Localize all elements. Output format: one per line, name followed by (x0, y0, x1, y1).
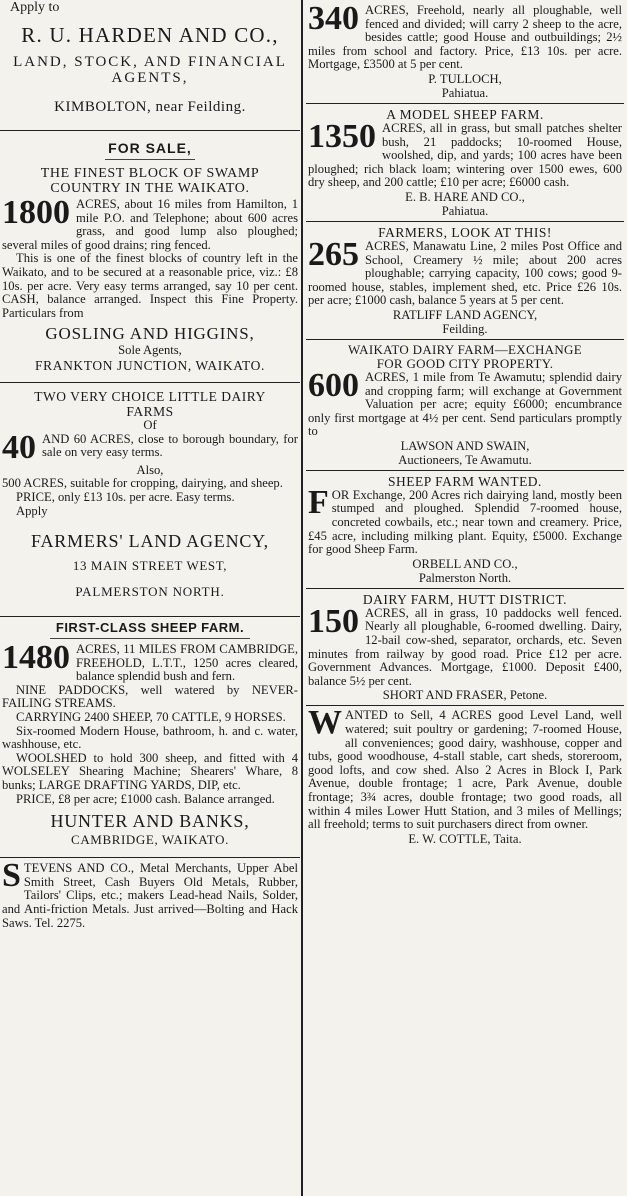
hunter-acreage: 1480 (2, 639, 70, 677)
ratliff-place: Feilding. (442, 321, 488, 336)
divider (0, 857, 300, 858)
stevens-drop-cap: S (2, 857, 21, 895)
lawson-body (308, 366, 622, 439)
short-ad (306, 592, 624, 703)
gosling-ad (0, 139, 300, 374)
heading-underline (105, 159, 195, 160)
harden-ad (0, 0, 300, 116)
farmers-also: Also, (136, 462, 164, 477)
cottle-ad (306, 704, 624, 846)
hare-place: Pahiatua. (441, 203, 489, 218)
gosling-text2: This is one of the finest blocks of country left in the Waikato, and to be secured at a reasonable price, viz.: £8 10s. per acre. Very easy terms arranged, say 10 per cent. CASH, balance arranged. Inspect this Fine Property. Particulars from (2, 251, 298, 320)
hare-ad (306, 107, 624, 218)
hunter-l5: PRICE, £8 per acre; £1000 cash. Balance arranged. (16, 791, 275, 806)
farmers-body (2, 428, 298, 466)
stevens-body (2, 857, 298, 930)
short-body (308, 602, 622, 689)
divider (306, 588, 624, 589)
gosling-heading: FOR SALE, (108, 140, 192, 156)
short-text: ACRES, all in grass, 10 paddocks well fenced. Nearly all ploughable, 6-roomed dwelling. Dairy, 12-bail cow-shed, separator, orchards, etc. Seven minutes from railway by good road. Price £12 per acre. Government Advances. Mortgage, £1000. Deposit £400, balance 5½ per cent. (308, 605, 622, 688)
orbell-text: OR Exchange, 200 Acres rich dairying land, mostly been stumped and ploughed. Splendid 7-roomed house, concreted cowbails, etc.; near town and creamery. Price, £45 acre, including milking plant. Equity, £5000. Exchange for good Sheep Farm. (308, 487, 622, 557)
hare-body (308, 117, 622, 190)
farmers-agent: FARMERS' LAND AGENCY, (31, 531, 269, 552)
farmers-text2: 500 ACRES, suitable for cropping, dairying, and sheep. (2, 476, 283, 491)
gosling-body (2, 194, 298, 252)
farmers-title1: TWO VERY CHOICE LITTLE DAIRY (34, 388, 266, 404)
stevens-ad (0, 857, 300, 930)
hunter-text: ACRES, 11 MILES FROM CAMBRIDGE, FREEHOLD, L.T.T., 1250 acres cleared, balance splendid bush and fern. (76, 642, 298, 684)
lawson-text: ACRES, 1 mile from Te Awamutu; splendid dairy and cropping farm; will exchange at Government Valuation per acre; equity £6000; encumbrance only first mortgage at 4½ per cent. Send particulars promptly to (308, 369, 622, 439)
divider (306, 470, 624, 471)
orbell-ad (306, 474, 624, 585)
hare-acreage: 1350 (308, 117, 376, 155)
gosling-text: ACRES, about 16 miles from Hamilton, 1 mile P.O. and Telephone; about 600 acres grass, and good lump also ploughed; several miles of good drains; ring fenced. (2, 197, 298, 252)
farmers-text: AND 60 ACRES, close to borough boundary, for sale on very easy terms. (42, 431, 298, 460)
farmers-apply: Apply (16, 503, 48, 518)
ratliff-ad (306, 225, 624, 336)
hunter-l4: WOOLSHED to hold 300 sheep, and fitted with 4 WOLSELEY Shearing Machine; Shearers' Whare, 8 bunks; LARGE DRAFTING YARDS, DIP, etc. (2, 750, 298, 793)
harden-apply: Apply to (10, 0, 60, 15)
lawson-ad (306, 343, 624, 467)
hunter-agent: HUNTER AND BANKS, (50, 811, 250, 832)
short-title: DAIRY FARM, HUTT DISTRICT. (362, 591, 568, 607)
hunter-l2: CARRYING 2400 SHEEP, 70 CATTLE, 9 HORSES. (16, 710, 286, 725)
cottle-drop-cap: W (308, 704, 342, 742)
gosling-place: FRANKTON JUNCTION, WAIKATO. (35, 357, 265, 373)
farmers-of: Of (143, 417, 157, 432)
gosling-role: Sole Agents, (118, 343, 182, 358)
divider (0, 130, 300, 131)
ratliff-body (308, 235, 622, 308)
tulloch-agent: P. TULLOCH, (428, 71, 502, 86)
tulloch-body (308, 0, 622, 72)
orbell-title: SHEEP FARM WANTED. (388, 473, 542, 489)
stevens-text: TEVENS AND CO., Metal Merchants, Upper Abel Smith Street, Cash Buyers Old Metals, Rubber, Tailors' Clips, etc.; makers Lead-head Nails, Solder, and Anti-friction Metals. Just arrived—Bolting and Hack Saws. Tel. 2275. (2, 861, 298, 930)
hunter-place: CAMBRIDGE, WAIKATO. (71, 832, 229, 848)
farmers-title2: FARMS (126, 403, 174, 419)
hunter-body (2, 639, 298, 684)
tulloch-place: Pahiatua. (441, 85, 489, 100)
orbell-agent: ORBELL AND CO., (412, 556, 518, 571)
divider (0, 382, 300, 383)
harden-name: R. U. HARDEN AND CO., (21, 23, 279, 47)
divider (0, 616, 300, 617)
tulloch-acreage: 340 (308, 0, 359, 37)
harden-line2: AGENTS, (111, 70, 189, 86)
left-column (0, 0, 300, 1196)
right-column (306, 0, 624, 1196)
lawson-acreage: 600 (308, 366, 359, 404)
short-agent: SHORT AND FRASER, Petone. (382, 688, 548, 703)
orbell-body (308, 483, 622, 557)
farmers-acreage: 40 (2, 428, 36, 466)
farmers-price: PRICE, only £13 10s. per acre. Easy terms. (16, 489, 235, 504)
hare-agent: E. B. HARE AND CO., (405, 189, 525, 204)
ratliff-text: ACRES, Manawatu Line, 2 miles Post Office and School, Creamery ½ mile; about 200 acres ploughable; carrying capacity, 100 cows; good 9-roomed house, stables, implement shed, etc. Price £26 10s. per acre; £1000 cash, balance 5 years at 5 per cent. (308, 238, 622, 308)
harden-line1: LAND, STOCK, AND FINANCIAL (13, 54, 287, 70)
column-divider (301, 0, 303, 1196)
lawson-title1: WAIKATO DAIRY FARM—EXCHANGE (348, 341, 582, 357)
tulloch-ad (306, 0, 624, 100)
farmers-place: PALMERSTON NORTH. (75, 584, 225, 600)
hunter-l3: Six-roomed Modern House, bathroom, h. and c. water, washhouse, etc. (2, 723, 298, 752)
farmers-street: 13 MAIN STREET WEST, (72, 558, 228, 574)
heading-underline (50, 638, 250, 639)
lawson-title2: FOR GOOD CITY PROPERTY. (376, 355, 554, 371)
hunter-l1: NINE PADDOCKS, well watered by NEVER-FAILING STREAMS. (2, 682, 298, 711)
divider (306, 705, 624, 706)
lawson-place: Auctioneers, Te Awamutu. (398, 452, 532, 467)
ratliff-agent: RATLIFF LAND AGENCY, (392, 307, 538, 322)
short-acreage: 150 (308, 602, 359, 640)
harden-place: KIMBOLTON, near Feilding. (54, 99, 246, 115)
gosling-agent: GOSLING AND HIGGINS, (45, 324, 255, 344)
farmers-ad (0, 389, 300, 600)
hare-title: A MODEL SHEEP FARM. (386, 106, 544, 122)
divider (306, 339, 624, 340)
hare-text: ACRES, all in grass, but small patches shelter bush, 21 paddocks; 10-roomed House, woolshed, dip, and yards; 100 acres have been ploughed; rich black loam; wintering over 1500 ewes, 600 dry sheep, and 200 cattle; £10 per acre; £6000 cash. (308, 120, 622, 190)
gosling-acreage: 1800 (2, 194, 70, 231)
ratliff-title: FARMERS, LOOK AT THIS! (378, 224, 552, 240)
orbell-drop-cap: F (308, 483, 329, 521)
orbell-place: Palmerston North. (418, 570, 512, 585)
tulloch-text: ACRES, Freehold, nearly all ploughable, well fenced and divided; will carry 2 sheep to the acre, besides cattle; good House and outbuildings; 2½ miles from school and factory. Price, £13 10s. per acre. Mortgage, £3500 at 5 per cent. (308, 3, 622, 72)
gosling-title1: THE FINEST BLOCK OF SWAMP (40, 166, 260, 181)
divider (306, 103, 624, 104)
cottle-body (308, 704, 622, 832)
cottle-text: ANTED to Sell, 4 ACRES good Level Land, well watered; suit poultry or gardening; 7-roomed House, all conveniences; good dairy, washhouse, copper and tubs, good woodhouse, 4-stall stable, cart sheds, storeroom, good lofts, and cow shed. Also 2 Acres in Block I, Park Avenue, double frontage; 1 acre, Park Avenue, double frontage; 3¾ acres, double frontage; two good roads, all within 4 miles Lower Hutt Station, and 3 miles of Mellings; all freehold; terms to suit purchasers direct from owner. (308, 708, 622, 832)
divider (306, 221, 624, 222)
lawson-agent: LAWSON AND SWAIN, (400, 438, 530, 453)
gosling-title2: COUNTRY IN THE WAIKATO. (50, 181, 250, 196)
hunter-ad (0, 620, 300, 847)
cottle-agent: E. W. COTTLE, Taita. (408, 831, 522, 846)
hunter-heading: FIRST-CLASS SHEEP FARM. (55, 620, 245, 636)
ratliff-acreage: 265 (308, 235, 359, 273)
